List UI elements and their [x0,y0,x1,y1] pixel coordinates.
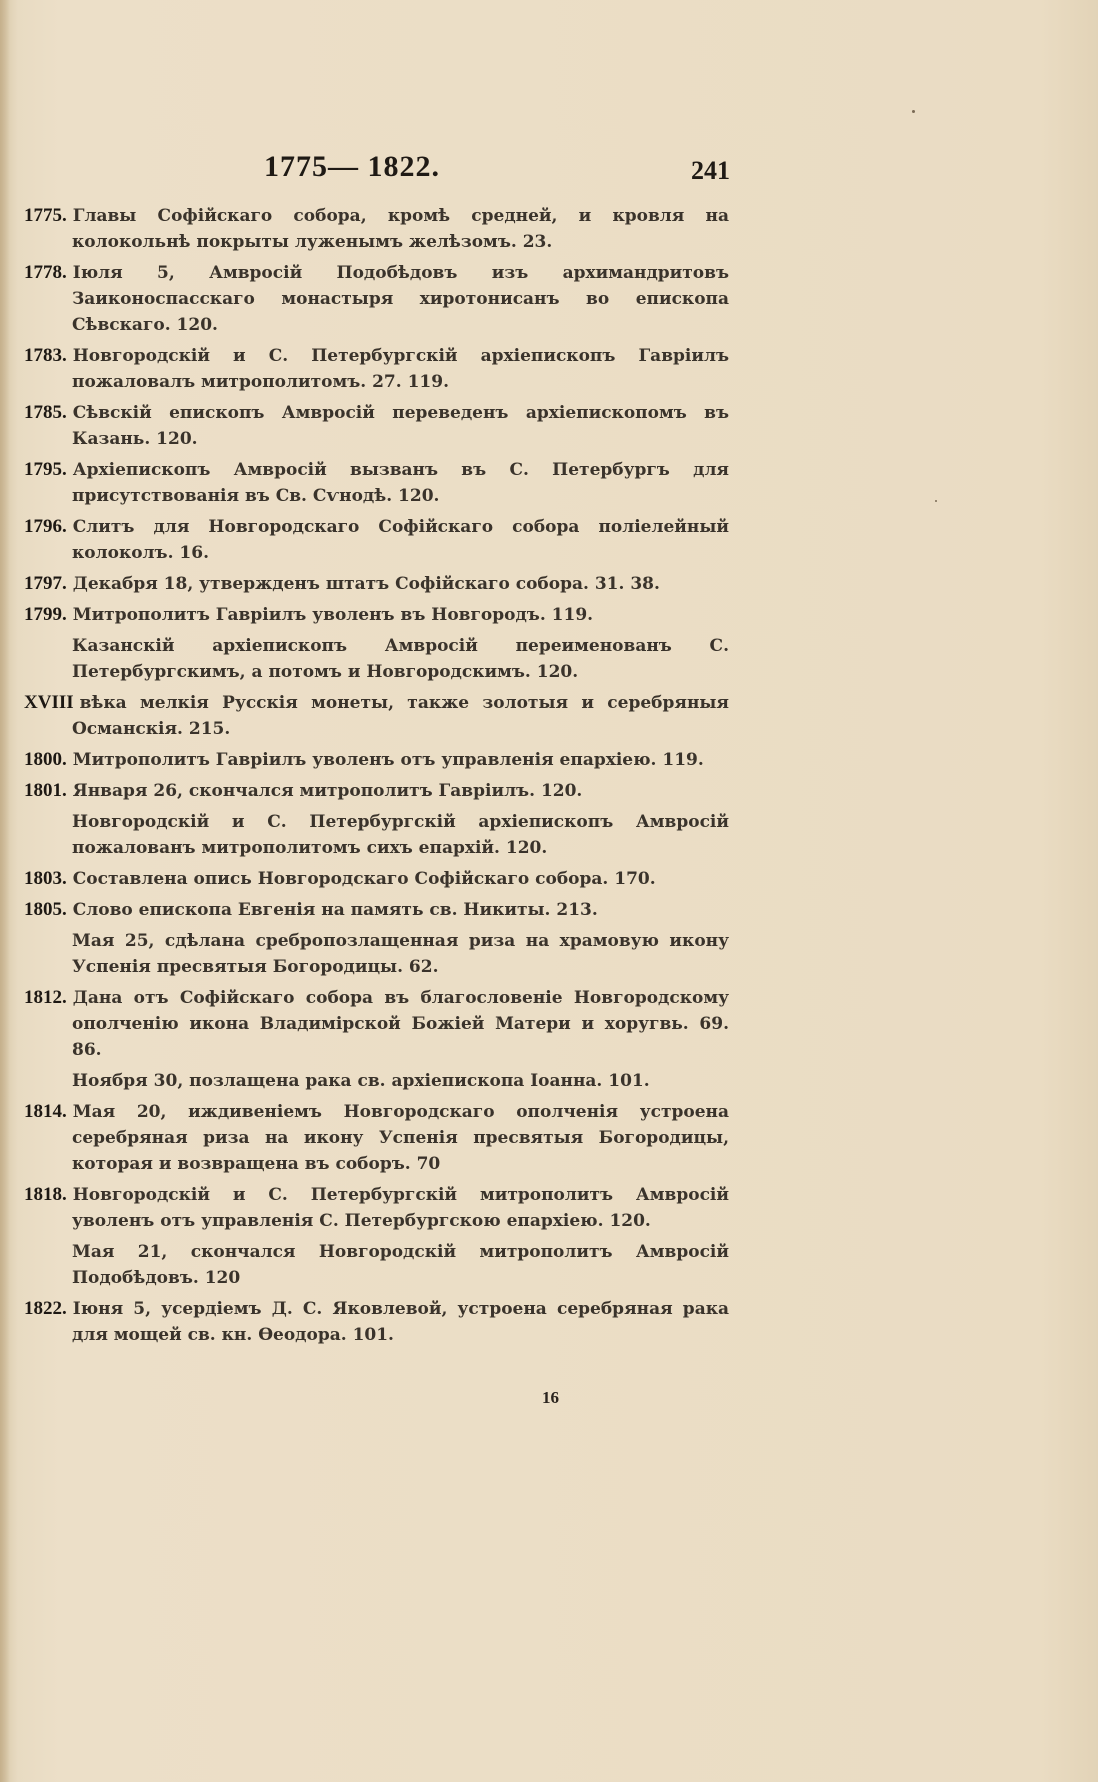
entry-text: Митрополитъ Гавріилъ уволенъ въ Новгородъ. 119. [72,605,594,625]
chronology-entry [24,1068,729,1094]
chronology-entry [24,897,729,923]
chronology-entry [24,260,729,338]
entry-year: 1783. [24,345,67,366]
chronology-entry [24,571,729,597]
chronology-entry [24,928,729,980]
chronology-entry [24,1182,729,1234]
paper-speck [935,500,937,502]
chronology-entry [24,1099,729,1177]
page-header [250,150,730,190]
entry-text: вѣка мелкія Русскія монеты, также золотыя и серебряныя Османскія. 215. [72,693,729,739]
chronology-entry [24,985,729,1063]
entry-text: Января 26, скончался митрополитъ Гавріилъ. 120. [72,781,583,801]
entry-year: 1800. [24,749,67,770]
entry-year: XVIII [24,692,74,713]
entry-text: Митрополитъ Гавріилъ уволенъ отъ управленія епархіею. 119. [72,750,704,770]
entry-text: Слитъ для Новгородскаго Софійскаго собора поліелейный колоколъ. 16. [72,517,729,563]
printer-signature: 16 [542,1388,559,1407]
chronology-entry [24,400,729,452]
chronology-entry [24,514,729,566]
entry-text: Ноября 30, позлащена рака св. архіепископа Іоанна. 101. [72,1071,650,1091]
entry-text: Новгородскій и С. Петербургскій архіепископъ Гавріилъ пожаловалъ митрополитомъ. 27. 119. [72,346,729,392]
entry-year: 1796. [24,516,67,537]
page-edge-shadow [0,0,10,1782]
entry-year: 1814. [24,1101,67,1122]
chronology-entry [24,343,729,395]
entry-text: Новгородскій и С. Петербургскій архіепископъ Амвросій пожалованъ митрополитомъ сихъ епархій. 120. [72,812,729,858]
entry-text: Іюня 5, усердіемъ Д. С. Яковлевой, устроена серебряная рака для мощей св. кн. Өеодора. 101. [72,1299,729,1345]
chronology-entry [24,457,729,509]
entry-text: Сѣвскій епископъ Амвросій переведенъ архіепископомъ въ Казань. 120. [72,403,729,449]
entry-text: Мая 20, иждивеніемъ Новгородскаго ополченія устроена серебряная риза на икону Успенія пресвятыя Богородицы, которая и возвращена въ соборъ. 70 [72,1102,729,1174]
entry-text: Декабря 18, утвержденъ штатъ Софійскаго собора. 31. 38. [72,574,660,594]
chronology-entry [24,203,729,255]
entry-year: 1799. [24,604,67,625]
entry-year: 1822. [24,1298,67,1319]
entry-text: Мая 25, сдѣлана сребропозлащенная риза на храмовую икону Успенія пресвятыя Богородицы. 62. [72,931,729,977]
entry-text: Главы Софійскаго собора, кромѣ средней, и кровля на колокольнѣ покрыты луженымъ желѣзомъ. 23. [72,206,729,252]
entry-text: Дана отъ Софійскаго собора въ благословеніе Новгородскому ополченію икона Владимірской Божіей Матери и хоругвь. 69. 86. [72,988,729,1060]
chronology-entry [24,1239,729,1291]
entry-year: 1801. [24,780,67,801]
chronology-entry [24,1296,729,1348]
running-head: 1775— 1822. [264,150,440,183]
entry-text: Мая 21, скончался Новгородскій митрополитъ Амвросій Подобѣдовъ. 120 [72,1242,729,1288]
chronology-list [24,203,729,1353]
entry-text: Казанскій архіепископъ Амвросій переименованъ С. Петербургскимъ, а потомъ и Новгородскимъ. 120. [72,636,729,682]
entry-year: 1812. [24,987,67,1008]
entry-year: 1795. [24,459,67,480]
paper-speck [912,110,915,113]
entry-year: 1775. [24,205,67,226]
entry-text: Іюля 5, Амвросій Подобѣдовъ изъ архимандритовъ Заиконоспасскаго монастыря хиротонисанъ во епископа Сѣвскаго. 120. [72,263,729,335]
entry-text: Составлена опись Новгородскаго Софійскаго собора. 170. [72,869,656,889]
entry-year: 1803. [24,868,67,889]
entry-text: Новгородскій и С. Петербургскій митрополитъ Амвросій уволенъ отъ управленія С. Петербургскою епархіею. 120. [72,1185,729,1231]
entry-text: Слово епископа Евгенія на память св. Никиты. 213. [72,900,598,920]
entry-year: 1818. [24,1184,67,1205]
chronology-entry [24,866,729,892]
chronology-entry [24,778,729,804]
entry-year: 1797. [24,573,67,594]
chronology-entry [24,747,729,773]
entry-year: 1805. [24,899,67,920]
chronology-entry [24,633,729,685]
page-number: 241 [691,156,730,185]
chronology-entry [24,809,729,861]
chronology-entry [24,690,729,742]
chronology-entry [24,602,729,628]
entry-year: 1778. [24,262,67,283]
entry-year: 1785. [24,402,67,423]
entry-text: Архіепископъ Амвросій вызванъ въ С. Петербургъ для присутствованія въ Св. Сѵнодѣ. 120. [72,460,729,506]
